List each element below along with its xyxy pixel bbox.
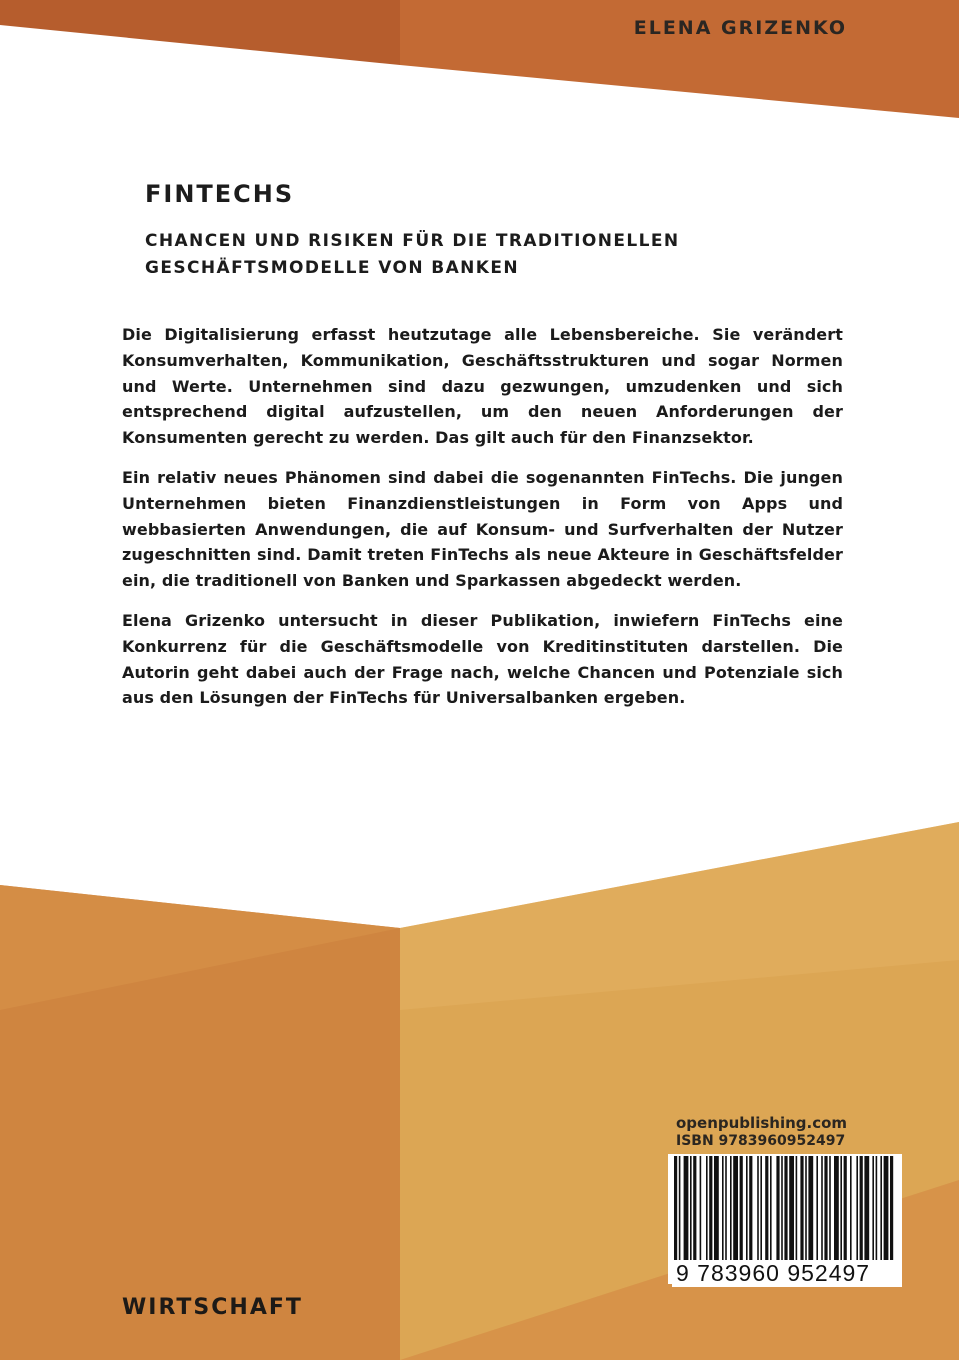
top-band-left (0, 0, 400, 65)
barcode-bar (876, 1156, 878, 1260)
barcode-bar (816, 1156, 818, 1260)
barcode-bar (740, 1156, 743, 1260)
barcode-bar (840, 1156, 842, 1260)
barcode-bar (829, 1156, 831, 1260)
author-name: ELENA GRIZENKO (633, 17, 847, 39)
publisher-url: openpublishing.com (676, 1114, 848, 1132)
barcode-bar (821, 1156, 823, 1260)
barcode-bar (733, 1156, 738, 1260)
barcode-bar (784, 1156, 787, 1260)
barcode-bar (760, 1156, 762, 1260)
barcode-bar (850, 1156, 852, 1260)
subtitle-line-2: GESCHÄFTSMODELLE VON BANKEN (145, 258, 520, 278)
blurb-paragraph-2: Ein relativ neues Phänomen sind dabei die sogenannten FinTechs. Die jungen Unternehmen bieten Finanzdienstleistungen in Form von Apps und webbasierten Anwendungen, die auf Konsum- und Surfverhalten der Nutzer zugeschnitten sind. Damit treten FinTechs als neue Akteure in Geschäftsfelder ein, die traditionell von Banken und Sparkassen abgedeckt werden. (122, 467, 843, 591)
barcode-bar (700, 1156, 702, 1260)
book-title: FINTECHS (145, 180, 295, 208)
blurb-paragraph-1: Die Digitalisierung erfasst heutzutage alle Lebensbereiche. Sie verändert Konsumverhalten, Kommunikation, Geschäftsstrukturen und sogar Normen und Werte. Unternehmen sind dazu gezwungen, umzudenken und sich entsprechend digital aufzustellen, um den neuen Anforderungen der Konsumenten gerecht zu werden. Das gilt auch für den Finanzsektor. (122, 325, 843, 448)
barcode-bar (709, 1156, 712, 1260)
barcode-bar (844, 1156, 847, 1260)
barcode-bar (749, 1156, 752, 1260)
barcode-bar (860, 1156, 863, 1260)
barcode-bar (880, 1156, 882, 1260)
barcode-bar (725, 1156, 727, 1260)
barcode-bar (693, 1156, 696, 1260)
subtitle-line-1: CHANCEN UND RISIKEN FÜR DIE TRADITIONELLEN (145, 231, 680, 251)
barcode-bar (746, 1156, 748, 1260)
barcode-bar (722, 1156, 724, 1260)
category-label: WIRTSCHAFT (122, 1295, 303, 1320)
book-subtitle (145, 228, 680, 282)
barcode-bar (824, 1156, 827, 1260)
blurb-paragraph-3: Elena Grizenko untersucht in dieser Publikation, inwiefern FinTechs eine Konkurrenz für die Geschäftsmodelle von Kreditinstituten darstellen. Die Autorin geht dabei auch der Frage nach, welche Chancen und Potenziale sich aus den Lösungen der FinTechs für Universalbanken ergeben. (122, 610, 843, 708)
barcode-bar (872, 1156, 874, 1260)
barcode-bar (679, 1156, 681, 1260)
barcode-bar (808, 1156, 813, 1260)
barcode-bar (856, 1156, 858, 1260)
isbn-text: ISBN 9783960952497 (676, 1133, 846, 1149)
barcode-bar (776, 1156, 779, 1260)
barcode-bar (864, 1156, 869, 1260)
barcode-bar (796, 1156, 798, 1260)
barcode-bar (674, 1156, 677, 1260)
barcode-bar (765, 1156, 768, 1260)
barcode-digits: 9 783960 952497 (672, 1260, 902, 1287)
barcode-bar (805, 1156, 807, 1260)
barcode-bar (789, 1156, 794, 1260)
barcode-bar (714, 1156, 719, 1260)
barcode-bar (690, 1156, 692, 1260)
barcode-bar (781, 1156, 783, 1260)
barcode-bar (800, 1156, 803, 1260)
barcode-bar (884, 1156, 889, 1260)
barcode-bar (730, 1156, 732, 1260)
blurb (122, 322, 843, 725)
barcode-bar (706, 1156, 708, 1260)
barcode-bar (757, 1156, 759, 1260)
barcode-bar (684, 1156, 689, 1260)
barcode-bar (890, 1156, 893, 1260)
barcode-bar (770, 1156, 772, 1260)
barcode-bar (834, 1156, 839, 1260)
